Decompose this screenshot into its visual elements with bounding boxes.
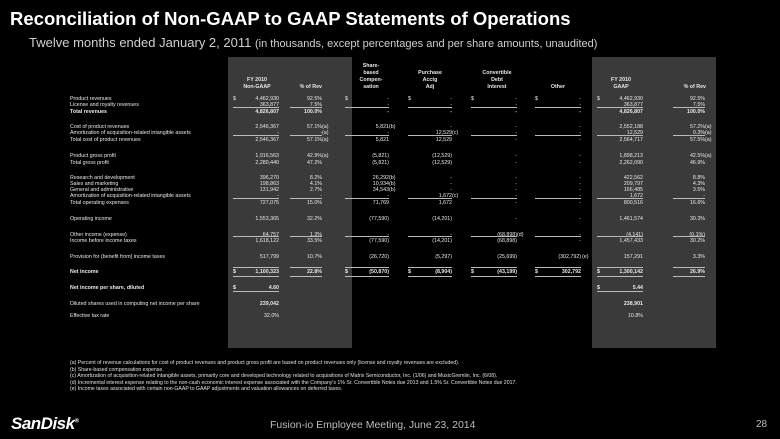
page-number: 28	[756, 419, 768, 430]
cell-pa: (5,297)	[435, 254, 452, 260]
cell-ngp: 8.2%	[309, 175, 322, 181]
cell-sb_cur: $	[345, 96, 348, 102]
cell-ngp: 32.2%	[306, 216, 322, 222]
cell-cd: -	[515, 193, 517, 199]
cell-sb: -	[387, 102, 389, 108]
cell-pa: (14,201)	[432, 216, 452, 222]
table-rule	[471, 107, 517, 108]
header-fy-nongaap-1: FY 2010	[247, 77, 267, 83]
slide-title: Reconciliation of Non-GAAP to GAAP Statements of Operations	[10, 8, 571, 29]
cell-cd: (25,699)	[497, 254, 517, 260]
cell-ng: 2,280,440	[255, 160, 279, 166]
cell-gp: 16.6%	[689, 200, 705, 206]
cell-g: 157,291	[623, 254, 643, 260]
table-rule	[345, 198, 389, 199]
table-rule	[597, 291, 643, 292]
row-label: Net income per share, diluted	[70, 285, 145, 291]
table-rule	[345, 135, 389, 136]
cell-cd: -	[515, 187, 517, 193]
cell-g: (4,141)	[626, 232, 643, 238]
footnote-b: (b) Share-based compensation expense.	[70, 366, 164, 373]
header-pct-rev-2: % of Rev	[683, 84, 706, 90]
cell-cd: (68,898)	[497, 232, 517, 238]
table-rule	[345, 276, 389, 277]
cell-ng: 517,799	[259, 254, 279, 260]
header-share-based-4: sation	[363, 84, 379, 90]
cell-pa: -	[450, 187, 452, 193]
cell-cd: -	[515, 96, 517, 102]
cell-otn: (e)	[582, 254, 589, 260]
cell-ng: 4.60	[268, 285, 279, 291]
header-fy-gaap-1: FY 2010	[611, 77, 631, 83]
cell-sb: (5,821)	[372, 160, 389, 166]
row-label: Provision for (benefit from) income taxes	[70, 254, 166, 260]
cell-gn: (a)	[705, 130, 712, 136]
header-purchase-2: Acctg	[422, 77, 438, 83]
cell-g_cur: $	[597, 269, 600, 275]
row-label: Diluted shares used in computing net income per share	[70, 301, 200, 307]
table-rule	[471, 267, 517, 268]
header-share-based-1: Share-	[362, 63, 380, 69]
cell-gp: -	[703, 193, 705, 199]
table-rule	[471, 236, 517, 237]
cell-sb: 5,821	[375, 124, 389, 130]
cell-g: 4,826,807	[619, 109, 643, 115]
cell-g: 238,901	[623, 301, 643, 307]
table-rule	[345, 267, 389, 268]
cell-ot: -	[579, 102, 581, 108]
cell-g: 166,485	[623, 187, 643, 193]
cell-ng: -	[277, 130, 279, 136]
cell-g: 1,300,142	[619, 269, 643, 275]
header-share-based-3: Compen-	[359, 77, 383, 83]
cell-gp: 3.5%	[692, 187, 705, 193]
header-pct-rev: % of Rev	[299, 84, 322, 90]
footnote-a: (a) Percent of revenue calculations for cost of product revenues and product gross profit are based on product revenues only (license and royalty revenues are excluded).	[70, 360, 460, 366]
cell-ot: -	[579, 109, 581, 115]
table-rule	[408, 198, 452, 199]
table-rule	[290, 198, 322, 199]
table-rule	[408, 267, 452, 268]
cell-sb: -	[387, 96, 389, 102]
cell-ot: -	[579, 187, 581, 193]
cell-ng_cur: $	[233, 96, 236, 102]
header-convertible-3: Interest	[487, 84, 507, 90]
row-label: Total cost of product revenues	[70, 137, 141, 143]
table-rule	[408, 276, 452, 277]
cell-gn: (a)	[705, 124, 712, 130]
table-rule	[535, 135, 581, 136]
sandisk-logo	[11, 414, 79, 434]
cell-gp: 46.9%	[689, 160, 705, 166]
cell-ng: 198,863	[259, 181, 279, 187]
row-label: Effective tax rate	[70, 313, 110, 319]
cell-ot: -	[579, 238, 581, 244]
cell-sb: -	[387, 109, 389, 115]
table-rule	[233, 198, 279, 199]
cell-sbn: (b)	[389, 187, 396, 193]
cell-gp: 8.8%	[692, 175, 705, 181]
cell-ot_cur: $	[535, 269, 538, 275]
cell-g: 1,898,213	[619, 153, 643, 159]
row-label: Total revenues	[70, 109, 107, 115]
table-rule	[290, 276, 322, 277]
cell-cd_cur: $	[471, 96, 474, 102]
cell-pa: -	[450, 175, 452, 181]
cell-ng: 32.0%	[263, 313, 279, 319]
footnote-d: (d) Incremental interest expense relating to the non-cash economic interest expense associated with the Company's 1% Sr. Convertible Notes due 2013 and 1.5% Sr. Convertible Notes due 2017.	[70, 379, 517, 386]
table-rule	[290, 135, 322, 136]
cell-pa: -	[450, 102, 452, 108]
table-rule	[673, 135, 705, 136]
cell-ot: -	[579, 137, 581, 143]
cell-gp: 100.0%	[687, 109, 705, 115]
cell-ngp: -	[320, 193, 322, 199]
cell-ngp: 22.8%	[306, 269, 322, 275]
cell-gp: (0.1%)	[689, 232, 705, 238]
cell-cd: -	[515, 216, 517, 222]
table-rule	[233, 135, 279, 136]
cell-g: 1,672	[629, 193, 643, 199]
cell-g: 1,457,433	[619, 238, 643, 244]
footnotes	[70, 360, 517, 393]
cell-g: 2,564,717	[619, 137, 643, 143]
row-label: Cost of product revenues	[70, 124, 130, 130]
cell-sb: (26,720)	[369, 254, 389, 260]
table-rule	[597, 198, 643, 199]
cell-cd_cur: $	[471, 269, 474, 275]
table-rule	[597, 276, 643, 277]
cell-pa_cur: $	[408, 96, 411, 102]
cell-g_cur: $	[597, 285, 600, 291]
cell-ot: -	[579, 200, 581, 206]
cell-ng: 239,042	[259, 301, 279, 307]
cell-ng: 1,916,563	[255, 153, 279, 159]
table-rule	[597, 236, 643, 237]
cell-sb: 71,769	[372, 200, 389, 206]
cell-ng: -	[277, 193, 279, 199]
cell-ng: 2,546,367	[255, 124, 279, 130]
cell-ot: -	[579, 160, 581, 166]
cell-ngp: 57.1%	[306, 124, 322, 130]
cell-g: 2,262,090	[619, 160, 643, 166]
logo-registered-mark: ®	[74, 418, 79, 425]
footer-text: Fusion-io Employee Meeting, June 23, 2014	[270, 419, 476, 431]
table-rule	[233, 267, 279, 268]
cell-g: 363,877	[623, 102, 643, 108]
cell-ot: -	[579, 175, 581, 181]
table-rule	[408, 135, 452, 136]
logo-text: SanDisk	[11, 414, 75, 433]
cell-pa: (14,201)	[432, 238, 452, 244]
table-rule	[408, 236, 452, 237]
header-fy-nongaap-2: Non-GAAP	[243, 84, 271, 90]
cell-g: 5.44	[632, 285, 643, 291]
table-rule	[233, 236, 279, 237]
row-label: Sales and marketing	[70, 181, 119, 187]
table-rule	[471, 198, 517, 199]
row-label: Income before income taxes	[70, 238, 137, 244]
header-share-based-2: based	[363, 70, 379, 76]
row-label: Total operating expenses	[70, 200, 129, 206]
cell-gp: 42.5%	[689, 153, 705, 159]
row-label: Operating income	[70, 216, 112, 222]
cell-ng: 363,877	[259, 102, 279, 108]
cell-sb: 10,934	[372, 181, 389, 187]
cell-ot: (302,792)	[558, 254, 581, 260]
table-rule	[535, 276, 581, 277]
table-rule	[535, 236, 581, 237]
cell-g: 10.8%	[627, 313, 643, 319]
table-rule	[673, 276, 705, 277]
cell-gp: 30.3%	[689, 216, 705, 222]
header-convertible-1: Convertible	[482, 70, 512, 76]
cell-g: 1,461,574	[619, 216, 643, 222]
cell-gp: 4.3%	[692, 181, 705, 187]
cell-ot: -	[579, 193, 581, 199]
cell-gp: 57.2%	[689, 124, 705, 130]
cell-g: 422,562	[623, 175, 643, 181]
table-rule	[597, 135, 643, 136]
cell-ngn: (a)	[322, 137, 329, 143]
cell-cd: -	[515, 124, 517, 130]
cell-pa: 12,529	[435, 130, 452, 136]
cell-g: 4,462,930	[619, 96, 643, 102]
cell-gn: (a)	[705, 137, 712, 143]
cell-sb: (50,870)	[369, 269, 389, 275]
cell-sbn: (b)	[389, 175, 396, 181]
cell-pa: (8,904)	[435, 269, 452, 275]
cell-g: 12,529	[626, 130, 643, 136]
header-convertible-2: Debt	[491, 77, 503, 83]
cell-pa: -	[450, 232, 452, 238]
cell-sb_cur: $	[345, 269, 348, 275]
cell-cdn: (d)	[517, 232, 524, 238]
cell-gp: 30.2%	[689, 238, 705, 244]
subtitle-main: Twelve months ended January 2, 2011	[29, 35, 252, 50]
row-label: Amortization of acquisition-related intangible assets	[70, 193, 191, 199]
header-other: Other	[550, 84, 566, 90]
cell-ot: -	[579, 153, 581, 159]
cell-gp: 3.3%	[692, 254, 705, 260]
cell-ot: 302,792	[561, 269, 581, 275]
cell-ot: -	[579, 124, 581, 130]
table-rule	[408, 107, 452, 108]
table-rule	[673, 198, 705, 199]
cell-pan: (c)	[452, 193, 459, 199]
cell-pa_cur: $	[408, 269, 411, 275]
table-rule	[345, 236, 389, 237]
cell-ng: 1,618,122	[255, 238, 279, 244]
table-rule	[345, 107, 389, 108]
header-purchase-1: Purchase	[418, 70, 442, 76]
cell-ngn: (a)	[322, 130, 329, 136]
cell-ng: 131,942	[259, 187, 279, 193]
cell-gp: 0.3%	[692, 130, 705, 136]
cell-ngp: 57.1%	[306, 137, 322, 143]
table-rule	[471, 276, 517, 277]
subtitle-paren: (in thousands, except percentages and per share amounts, unaudited)	[254, 38, 598, 50]
cell-pa: 1,672	[438, 200, 452, 206]
table-rule	[535, 198, 581, 199]
cell-ot: -	[579, 181, 581, 187]
table-rule	[535, 267, 581, 268]
cell-sb: -	[387, 193, 389, 199]
cell-cd: (43,199)	[497, 269, 517, 275]
cell-sb: -	[387, 130, 389, 136]
cell-ngn: (a)	[322, 124, 329, 130]
cell-sbn: (b)	[389, 124, 396, 130]
cell-sb: (77,590)	[369, 238, 389, 244]
cell-ngp: 15.0%	[306, 200, 322, 206]
table-rule	[673, 107, 705, 108]
footnote-c: (c) Amortization of acquisition-related intangible assets, primarily core and developed technology related to acquisitions of Matrix Semiconductor, Inc. (1/06) and MusicGremlin, Inc. (6/08).	[70, 373, 498, 379]
cell-ng: 64,757	[262, 232, 279, 238]
cell-ng: 4,826,807	[255, 109, 279, 115]
cell-sb: 34,543	[372, 187, 389, 193]
cell-sb: -	[387, 232, 389, 238]
header-fy-gaap-2: GAAP	[613, 84, 629, 90]
cell-sbn: (b)	[389, 181, 396, 187]
cell-cd: -	[515, 160, 517, 166]
cell-pa: 1,672	[438, 193, 452, 199]
cell-g: 209,797	[623, 181, 643, 187]
cell-cd: -	[515, 181, 517, 187]
table-rule	[597, 267, 643, 268]
row-label: Product revenues	[70, 96, 112, 102]
cell-g: 800,516	[623, 200, 643, 206]
cell-ngp: 1.3%	[309, 232, 322, 238]
table-rule	[597, 107, 643, 108]
row-label: Net income	[70, 269, 99, 275]
cell-ngp: 10.7%	[306, 254, 322, 260]
table-rule	[290, 236, 322, 237]
cell-pa: 12,529	[435, 137, 452, 143]
cell-ot: -	[579, 216, 581, 222]
header-purchase-3: Adj	[425, 84, 435, 90]
cell-gn: (a)	[705, 153, 712, 159]
table-rule	[535, 107, 581, 108]
cell-ngp: 47.2%	[306, 160, 322, 166]
row-label: General and administrative	[70, 187, 134, 193]
cell-ng: 4,462,930	[255, 96, 279, 102]
row-label: License and royalty revenues	[70, 102, 139, 108]
cell-ngp: 4.1%	[309, 181, 322, 187]
cell-ng: 727,075	[259, 200, 279, 206]
cell-ngp: 100.0%	[304, 109, 322, 115]
cell-ngp: 7.5%	[309, 102, 322, 108]
cell-cd: -	[515, 102, 517, 108]
cell-ng_cur: $	[233, 269, 236, 275]
cell-ngp: 42.9%	[306, 153, 322, 159]
table-rule	[233, 107, 279, 108]
cell-cd: -	[515, 153, 517, 159]
table-rule	[290, 107, 322, 108]
cell-cd: -	[515, 109, 517, 115]
cell-cd: -	[515, 137, 517, 143]
table-rule	[290, 267, 322, 268]
cell-pa: -	[450, 109, 452, 115]
cell-gp: 92.5%	[689, 96, 705, 102]
table-rule	[233, 291, 279, 292]
cell-sb: (77,590)	[369, 216, 389, 222]
row-label: Research and development	[70, 175, 135, 181]
cell-sb: 26,292	[372, 175, 389, 181]
cell-sb: 5,821	[375, 137, 389, 143]
table-rule	[673, 236, 705, 237]
cell-pa: (12,529)	[432, 153, 452, 159]
cell-g: 2,552,188	[619, 124, 643, 130]
cell-pa: -	[450, 181, 452, 187]
row-label: Total gross profit	[70, 160, 109, 166]
cell-ngp: 2.7%	[309, 187, 322, 193]
cell-cd: -	[515, 200, 517, 206]
cell-ngp: 33.5%	[306, 238, 322, 244]
cell-ng: 1,553,365	[255, 216, 279, 222]
footnote-e: (e) Income taxes associated with certain non-GAAP to GAAP adjustments and valuation allowances on deferred taxes.	[70, 386, 343, 392]
cell-ngp: 92.5%	[306, 96, 322, 102]
cell-pa: -	[450, 124, 452, 130]
cell-ngp: -	[320, 130, 322, 136]
table-rule	[673, 267, 705, 268]
cell-ng: 2,546,367	[255, 137, 279, 143]
cell-ng_cur: $	[233, 285, 236, 291]
table-rule	[471, 135, 517, 136]
cell-cd: -	[515, 175, 517, 181]
row-label: Product gross profit	[70, 153, 116, 159]
cell-ot: -	[579, 130, 581, 136]
cell-ot_cur: $	[535, 96, 538, 102]
cell-gp: 26.9%	[689, 269, 705, 275]
cell-gp: 57.5%	[689, 137, 705, 143]
row-label: Amortization of acquisition-related intangible assets	[70, 130, 191, 136]
cell-ng: 396,270	[259, 175, 279, 181]
table-rule	[233, 276, 279, 277]
cell-pan: (c)	[452, 130, 459, 136]
cell-ot: -	[579, 96, 581, 102]
row-label: Other income (expense)	[70, 232, 127, 238]
cell-gp: 7.5%	[692, 102, 705, 108]
cell-pa: (12,529)	[432, 160, 452, 166]
cell-cd: -	[515, 130, 517, 136]
cell-ng: 1,100,323	[255, 269, 279, 275]
cell-ngn: (a)	[322, 153, 329, 159]
cell-pa: -	[450, 96, 452, 102]
cell-cd: (68,898)	[497, 238, 517, 244]
cell-g_cur: $	[597, 96, 600, 102]
cell-sb: (5,821)	[372, 153, 389, 159]
cell-ot: -	[579, 232, 581, 238]
